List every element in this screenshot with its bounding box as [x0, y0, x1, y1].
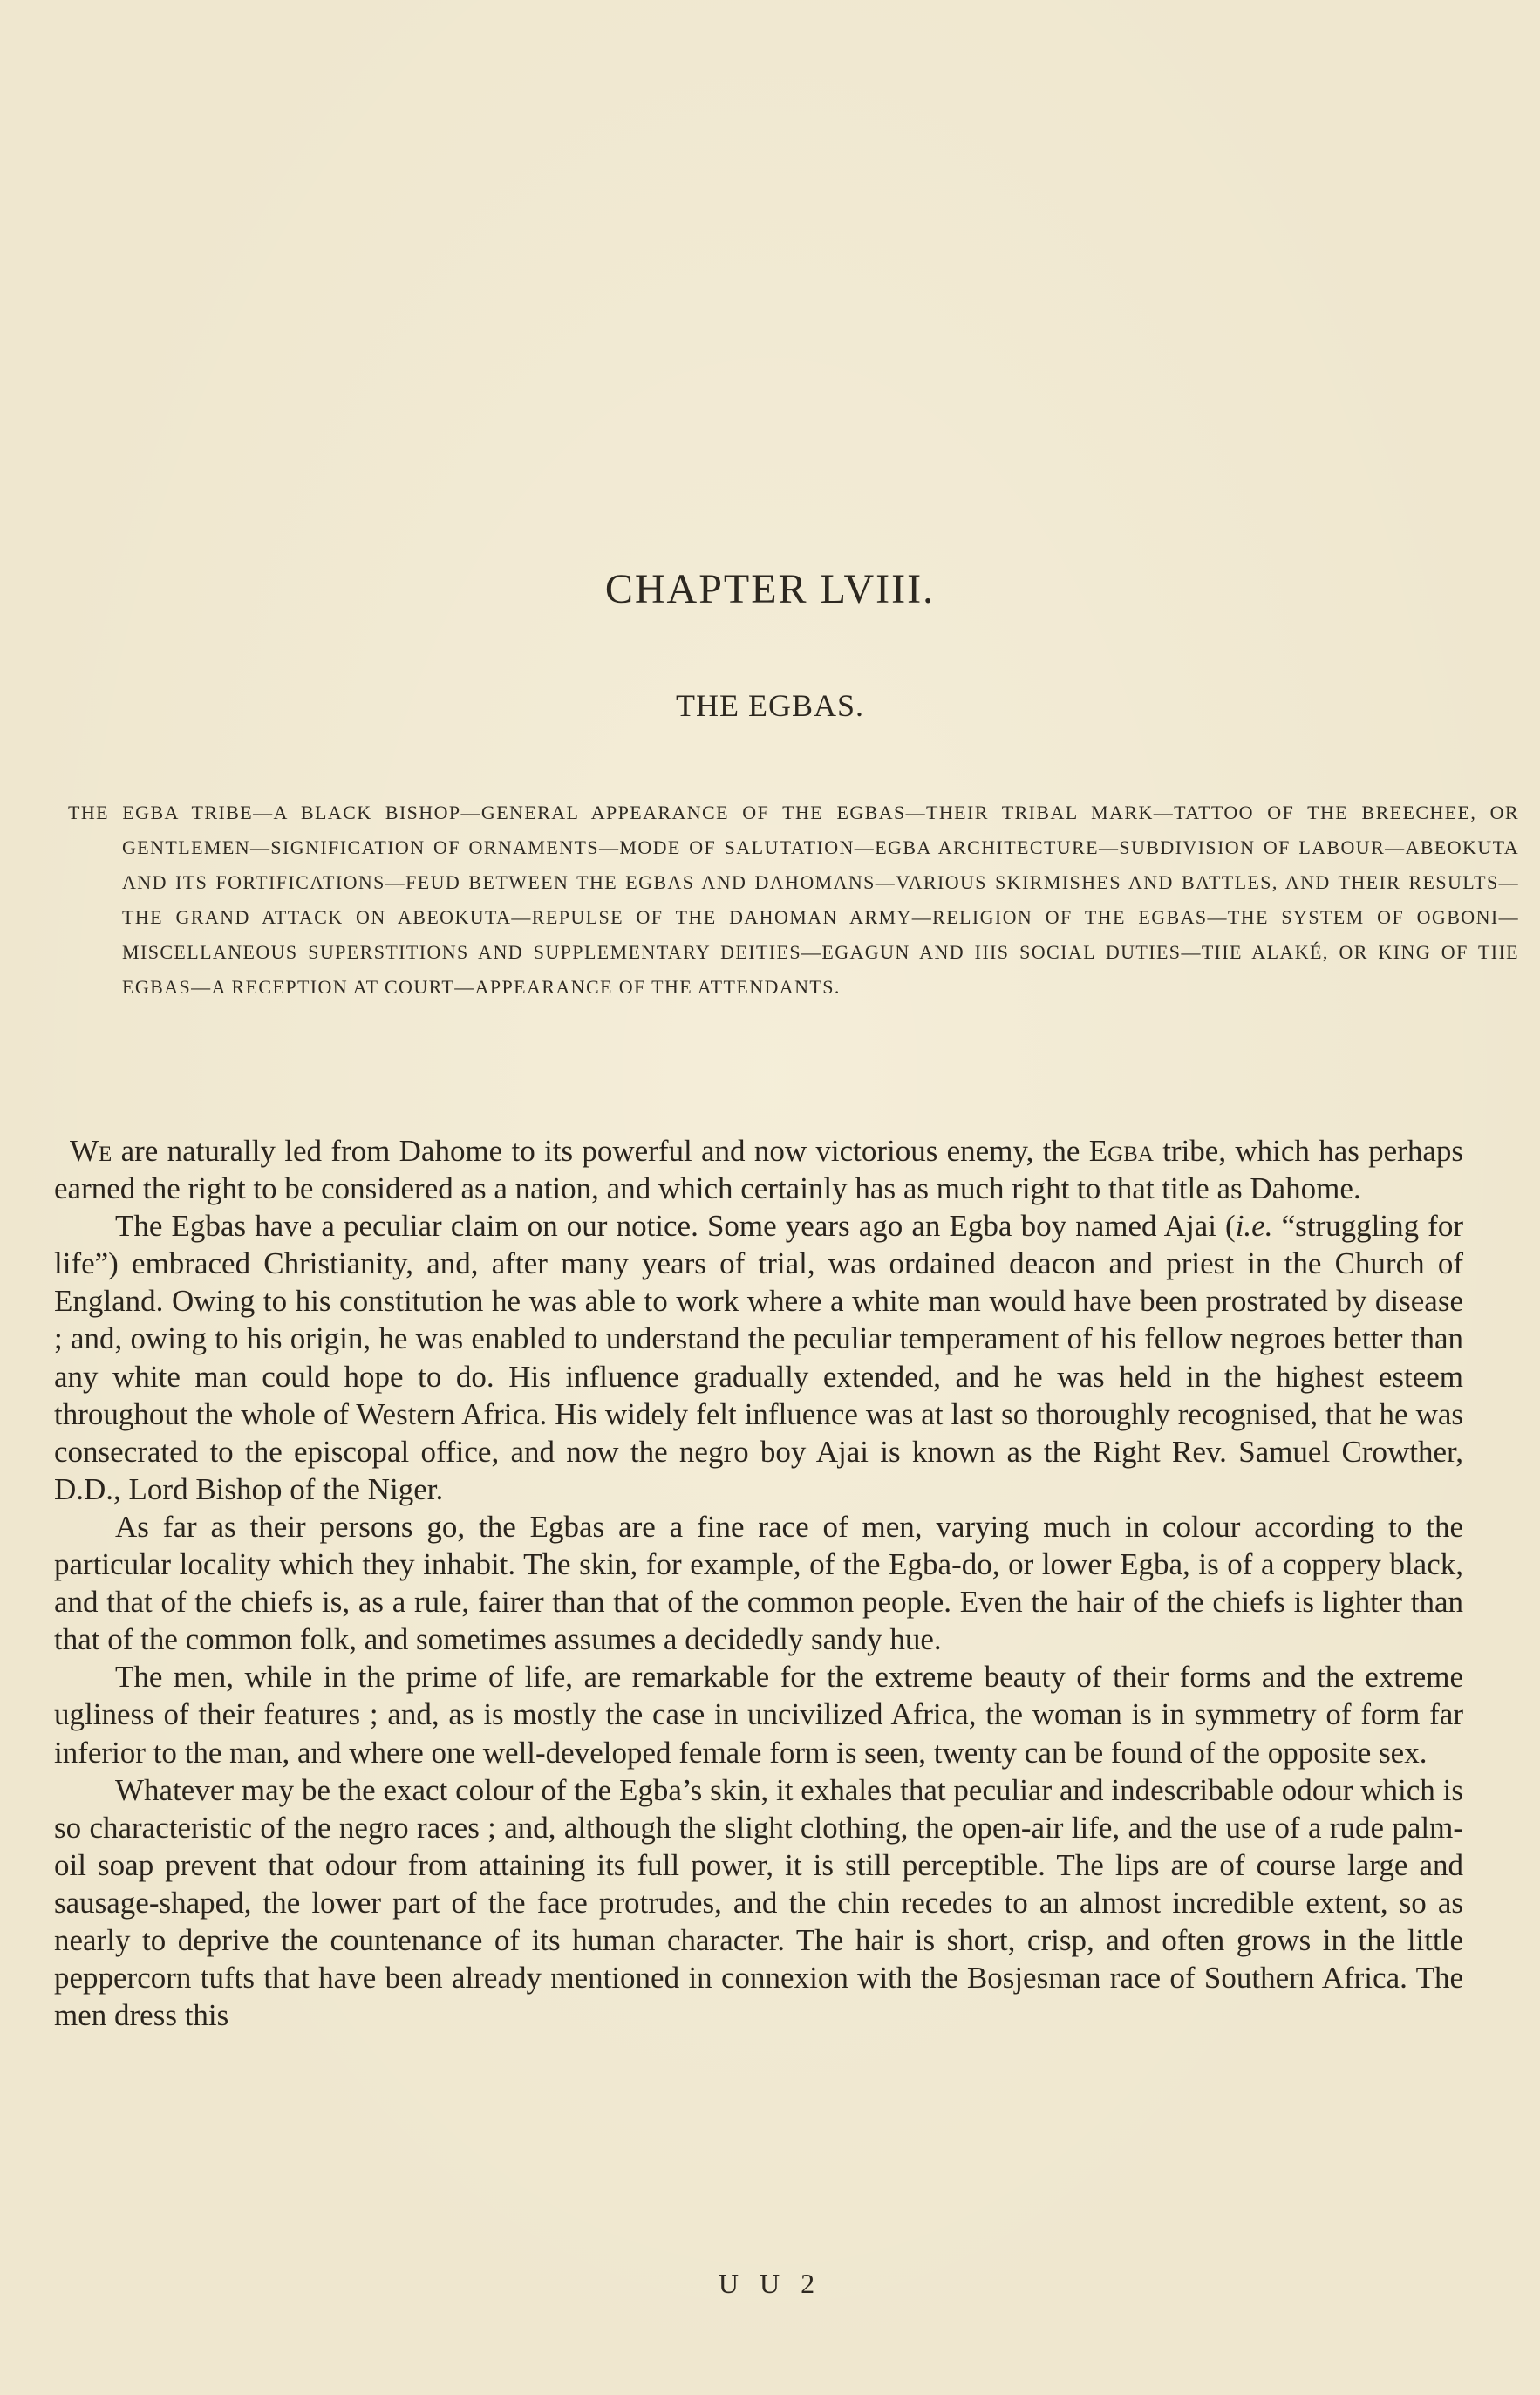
- paragraph-5: Whatever may be the exact colour of the Egba’s skin, it exhales that peculiar and indescribable odour which is so characteristic of the negro races ; and, although the slight clothing, the open-air life, and the use of a rude palm-oil soap prevent that odour from attaining its full power, it is still perceptible. The lips are of course large and sausage-shaped, the lower part of the face protrudes, and the chin recedes to an almost incredible extent, so as nearly to deprive the countenance of its human character. The hair is short, crisp, and often grows in the little peppercorn tufts that have been already mentioned in connexion with the Bosjesman race of Southern Africa. The men dress this: [54, 1772, 1463, 2033]
- paragraph-1-text-a: are naturally led from Dahome to its powerful and now victorious enemy, the: [112, 1134, 1089, 1168]
- chapter-synopsis: THE EGBA TRIBE—A BLACK BISHOP—GENERAL APPEARANCE OF THE EGBAS—THEIR TRIBAL MARK—TATTOO OF THE BREECHEE, OR GENTLEMEN—SIGNIFICATION OF ORNAMENTS—MODE OF SALUTATION—EGBA ARCHITECTURE—SUBDIVISION OF LABOUR—ABEOKUTA AND ITS FORTIFICATIONS—FEUD BETWEEN THE EGBAS AND DAHOMANS—VARIOUS SKIRMISHES AND BATTLES, AND THEIR RESULTS—THE GRAND ATTACK ON ABEOKUTA—REPULSE OF THE DAHOMAN ARMY—RELIGION OF THE EGBAS—THE SYSTEM OF OGBONI—MISCELLANEOUS SUPERSTITIONS AND SUPPLEMENTARY DEITIES—EGAGUN AND HIS SOCIAL DUTIES—THE ALAKÉ, OR KING OF THE EGBAS—A RECEPTION AT COURT—APPEARANCE OF THE ATTENDANTS.: [68, 802, 1519, 998]
- signature-mark: U U 2: [718, 2268, 822, 2299]
- body-text: [54, 1132, 1463, 2034]
- paragraph-2-text-a: The Egbas have a peculiar claim on our notice. Some years ago an Egba boy named Ajai (: [115, 1209, 1236, 1244]
- paragraph-2-text-b: “struggling for life”) embraced Christianity, and, after many years of trial, was ordained deacon and priest in the Church of England. Owing to his constitution he was able to work where a white man would have been prostrated by disease ; and, owing to his origin, he was enabled to understand the peculiar temperament of his fellow negroes better than any white man could hope to do. His influence gradually extended, and he was held in the highest esteem throughout the whole of Western Africa. His widely felt influence was at last so thoroughly recognised, that he was consecrated to the episcopal office, and now the negro boy Ajai is known as the Right Rev. Samuel Crowther, D.D., Lord Bishop of the Niger.: [54, 1209, 1463, 1506]
- ie-abbreviation: i.e.: [1235, 1209, 1273, 1244]
- chapter-title: CHAPTER LVIII.: [604, 566, 936, 612]
- paragraph-4: The men, while in the prime of life, are remarkable for the extreme beauty of their forms and the extreme ugliness of their features ; and, as is mostly the case in uncivilized Africa, the woman is in symmetry of form far inferior to the man, and where one well-developed female form is seen, twenty can be found of the opposite sex.: [54, 1660, 1463, 1770]
- paragraph-2: [54, 1207, 1463, 1508]
- opening-word: We: [70, 1134, 112, 1168]
- egba-small-caps: Egba: [1088, 1134, 1154, 1168]
- paragraph-1-text-b: tribe, which has perhaps earned the right to be considered as a nation, and which certainly has as much right to that title as Dahome.: [54, 1134, 1463, 1206]
- chapter-subtitle: THE EGBAS.: [676, 688, 864, 723]
- paragraph-3: As far as their persons go, the Egbas are a fine race of men, varying much in colour according to the particular locality which they inhabit. The skin, for example, of the Egba-do, or lower Egba, is of a coppery black, and that of the chiefs is, as a rule, fairer than that of the common people. Even the hair of the chiefs is lighter than that of the common folk, and sometimes assumes a decidedly sandy hue.: [54, 1509, 1463, 1657]
- paragraph-1: [54, 1132, 1463, 1207]
